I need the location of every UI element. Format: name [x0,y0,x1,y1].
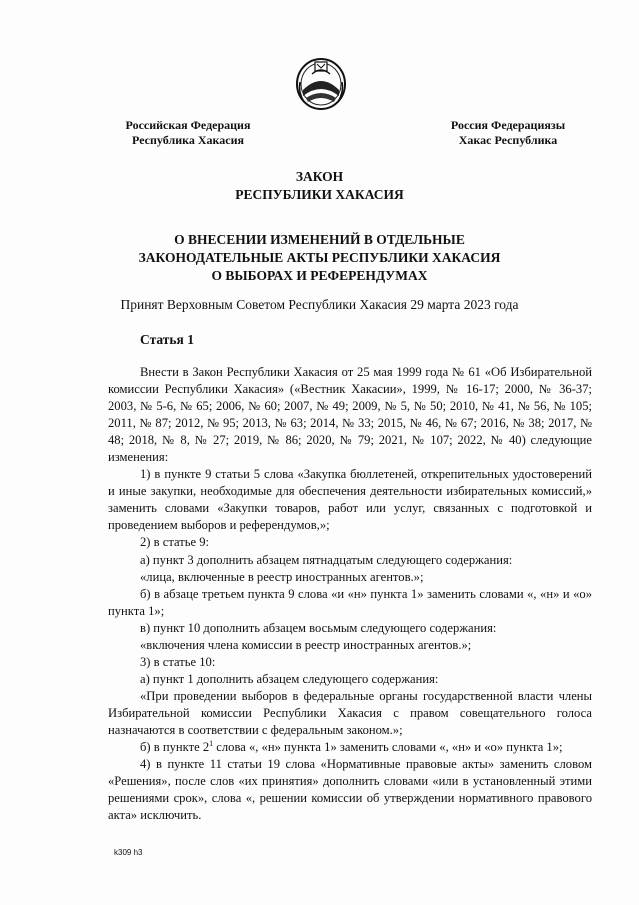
law-subtitle [0,231,639,285]
adoption-statement: Принят Верховным Советом Республики Хакасия 29 марта 2023 года [120,297,519,312]
law-subtitle-line3: О ВЫБОРАХ И РЕФЕРЕНДУМАХ [211,268,428,283]
paragraph-item-2b: б) в абзаце третьем пункта 9 слова «и «н» пункта 1» заменить словами «, «н» и «о» пункта 1»; [108,586,592,618]
paragraph-item-2v-text: «включения члена комиссии в реестр иностранных агентов.»; [140,637,472,652]
paragraph-item-2a: а) пункт 3 дополнить абзацем пятнадцатым следующего содержания: [140,552,513,567]
paragraph-item-3b-start: б) в пункте 2 [140,740,210,755]
law-title-line2: РЕСПУБЛИКИ ХАКАСИЯ [235,187,404,202]
paragraph-item-3: 3) в статье 10: [140,654,216,669]
header-right-line1: Россия Федерациязы [450,118,566,132]
paragraph-item-3a-text: «При проведении выборов в федеральные органы государственной власти члены Избирательной комиссии Республики Хакасия с правом совещательного голоса назначаются в соответствии с федеральным законом.»; [108,688,592,737]
header-right [428,118,588,148]
article-body [108,364,592,824]
paragraph-item-4: 4) в пункте 11 статьи 19 слова «Нормативные правовые акты» заменить словом «Решения», после слов «их принятия» дополнить словами «или в установленный этими решениями срок», слова «, решении комиссии об утверждении нормативного правового акта» исключить. [108,757,592,823]
paragraph-item-2a-text: «лица, включенные в реестр иностранных агентов.»; [140,569,424,584]
law-title [0,168,639,204]
article-heading: Статья 1 [140,332,194,347]
paragraph-item-3b [108,739,592,756]
header-left [108,118,268,148]
paragraph-item-2v: в) пункт 10 дополнить абзацем восьмым следующего содержания: [140,620,497,635]
header-left-line1: Российская Федерация [125,118,251,132]
paragraph-item-1: 1) в пункте 9 статьи 5 слова «Закупка бюллетеней, открепительных удостоверений и иные закупки, необходимые для обеспечения деятельности избирательных комиссий,» заменить словами «Закупки товаров, работ или услуг, связанных с подготовкой и проведением выборов и референдумов,»; [108,467,592,533]
paragraph-item-3b-superscript: 1 [209,738,214,748]
paragraph-item-2: 2) в статье 9: [140,535,210,550]
coat-of-arms-emblem-icon [294,52,348,112]
paragraph-item-3a: а) пункт 1 дополнить абзацем следующего содержания: [140,671,439,686]
header-left-line2: Республика Хакасия [132,133,244,147]
footer-code: k309 h3 [114,848,143,857]
law-subtitle-line1: О ВНЕСЕНИИ ИЗМЕНЕНИЙ В ОТДЕЛЬНЫЕ [174,232,465,247]
paragraph-intro: Внести в Закон Республики Хакасия от 25 мая 1999 года № 61 «Об Избирательной комиссии Республики Хакасия» («Вестник Хакасии», 1999, № 16-17; 2000, № 36-37; 2003, № 5-6, № 65; 2006, № 60; 2007, № 49; 2009, № 5, № 50; 2010, № 41, № 56, № 105; 2011, № 87; 2012, № 95; 2013, № 63; 2014, № 33; 2015, № 46, № 67; 2016, № 38; 2017, № 48; 2018, № 8, № 27; 2019, № 86; 2020, № 79; 2021, № 107; 2022, № 40) следующие изменения: [108,365,592,465]
law-title-line1: ЗАКОН [295,169,344,184]
law-subtitle-line2: ЗАКОНОДАТЕЛЬНЫЕ АКТЫ РЕСПУБЛИКИ ХАКАСИЯ [138,250,501,265]
header-right-line2: Хакас Республика [458,133,558,147]
paragraph-item-3b-end: слова «, «н» пункта 1» заменить словами «, «н» и «о» пункта 1»; [213,740,563,755]
